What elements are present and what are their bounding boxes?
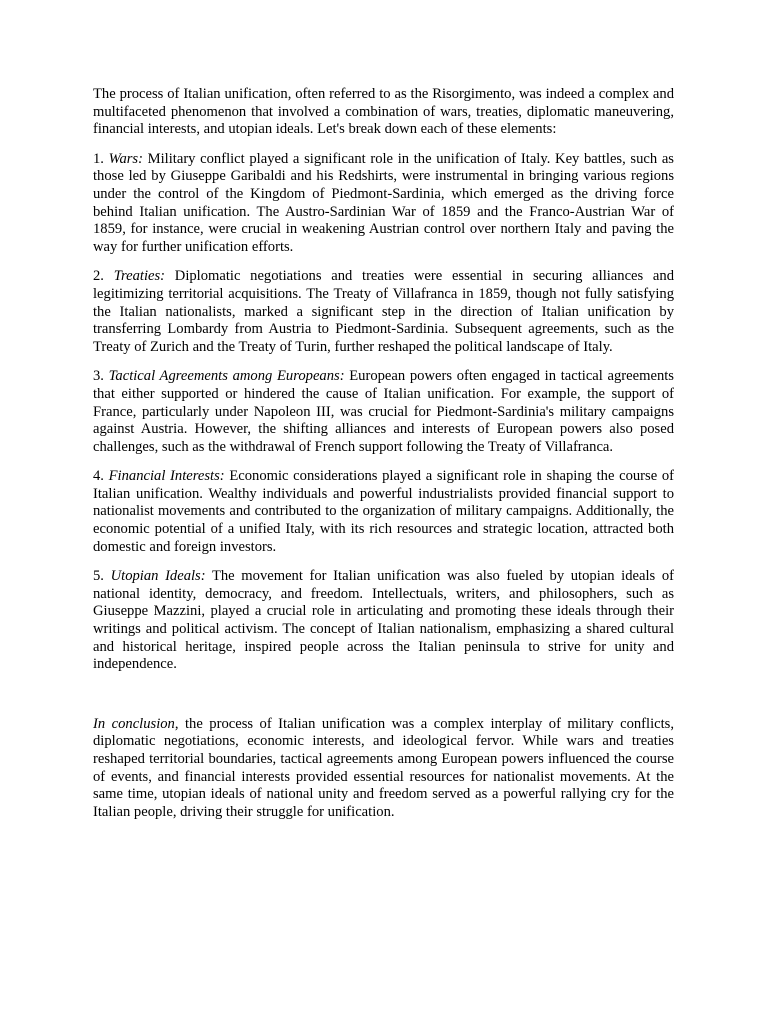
intro-paragraph: The process of Italian unification, often referred to as the Risorgimento, was indeed a complex and multifaceted phenomenon that involved a combination of wars, treaties, diplomatic maneuvering, financial interests, and utopian ideals. Let's break down each of these elements: (93, 86, 674, 138)
treaties-paragraph (93, 268, 674, 356)
wars-text: Military conflict played a significant role in the unification of Italy. Key battles, such as those led by Giuseppe Garibaldi and his Redshirts, were instrumental in bringing various regions under the control of the Kingdom of Piedmont-Sardinia, which emerged as the driving force behind Italian unification. The Austro-Sardinian War of 1859 and the Franco-Austrian War of 1859, for instance, were crucial in weakening Austrian control over northern Italy and paving the way for further unification efforts. (93, 150, 674, 255)
wars-heading: Wars: (108, 150, 143, 167)
tactical-agreements-heading: Tactical Agreements among Europeans: (108, 368, 345, 385)
item-number: 2. (93, 268, 104, 285)
item-number: 3. (93, 368, 104, 385)
financial-interests-heading: Financial Interests: (108, 468, 225, 485)
utopian-ideals-paragraph (93, 568, 674, 674)
utopian-ideals-text: The movement for Italian unification was also fueled by utopian ideals of national identity, democracy, and freedom. Intellectuals, writers, and philosophers, such as Giuseppe Mazzini, played a crucial role in articulating and promoting these ideals through their writings and political activism. The concept of Italian nationalism, emphasizing a shared cultural and historical heritage, inspired people across the Italian peninsula to strive for unity and independence. (93, 568, 674, 673)
utopian-ideals-heading: Utopian Ideals: (110, 568, 206, 585)
item-number: 5. (93, 568, 104, 585)
conclusion-text: , the process of Italian unification was a complex interplay of military conflicts, diplomatic negotiations, economic interests, and ideological fervor. While wars and treaties reshaped territorial boundaries, tactical agreements among European powers influenced the course of events, and financial interests provided essential resources for nationalist movements. At the same time, utopian ideals of national unity and freedom served as a powerful rallying cry for the Italian people, driving their struggle for unification. (93, 715, 674, 820)
item-number: 4. (93, 468, 104, 485)
financial-interests-text: Economic considerations played a significant role in shaping the course of Italian unification. Wealthy individuals and powerful industrialists provided financial support to nationalist movements and contributed to the organization of military campaigns. Additionally, the economic potential of a unified Italy, with its rich resources and strategic location, attracted both domestic and foreign investors. (93, 468, 675, 555)
treaties-text: Diplomatic negotiations and treaties were essential in securing alliances and legitimizing territorial acquisitions. The Treaty of Villafranca in 1859, though not fully satisfying the Italian nationalists, marked a significant step in the direction of Italian unification by transferring Lombardy from Austria to Piedmont-Sardinia. Subsequent agreements, such as the Treaty of Zurich and the Treaty of Turin, further reshaped the political landscape of Italy. (93, 268, 674, 355)
tactical-agreements-text: European powers often engaged in tactical agreements that either supported or hindered the cause of Italian unification. For example, the support of France, particularly under Napoleon III, was crucial for Piedmont-Sardinia's military campaigns against Austria. However, the shifting alliances and interests of European powers also posed challenges, such as the withdrawal of French support following the Treaty of Villafranca. (93, 368, 674, 455)
document-page (93, 86, 674, 833)
conclusion-heading: In conclusion (93, 715, 175, 732)
item-number: 1. (93, 150, 104, 167)
financial-interests-paragraph (93, 468, 674, 556)
wars-paragraph (93, 151, 674, 257)
conclusion-paragraph (93, 716, 674, 822)
tactical-agreements-paragraph (93, 368, 674, 456)
treaties-heading: Treaties: (113, 268, 166, 285)
